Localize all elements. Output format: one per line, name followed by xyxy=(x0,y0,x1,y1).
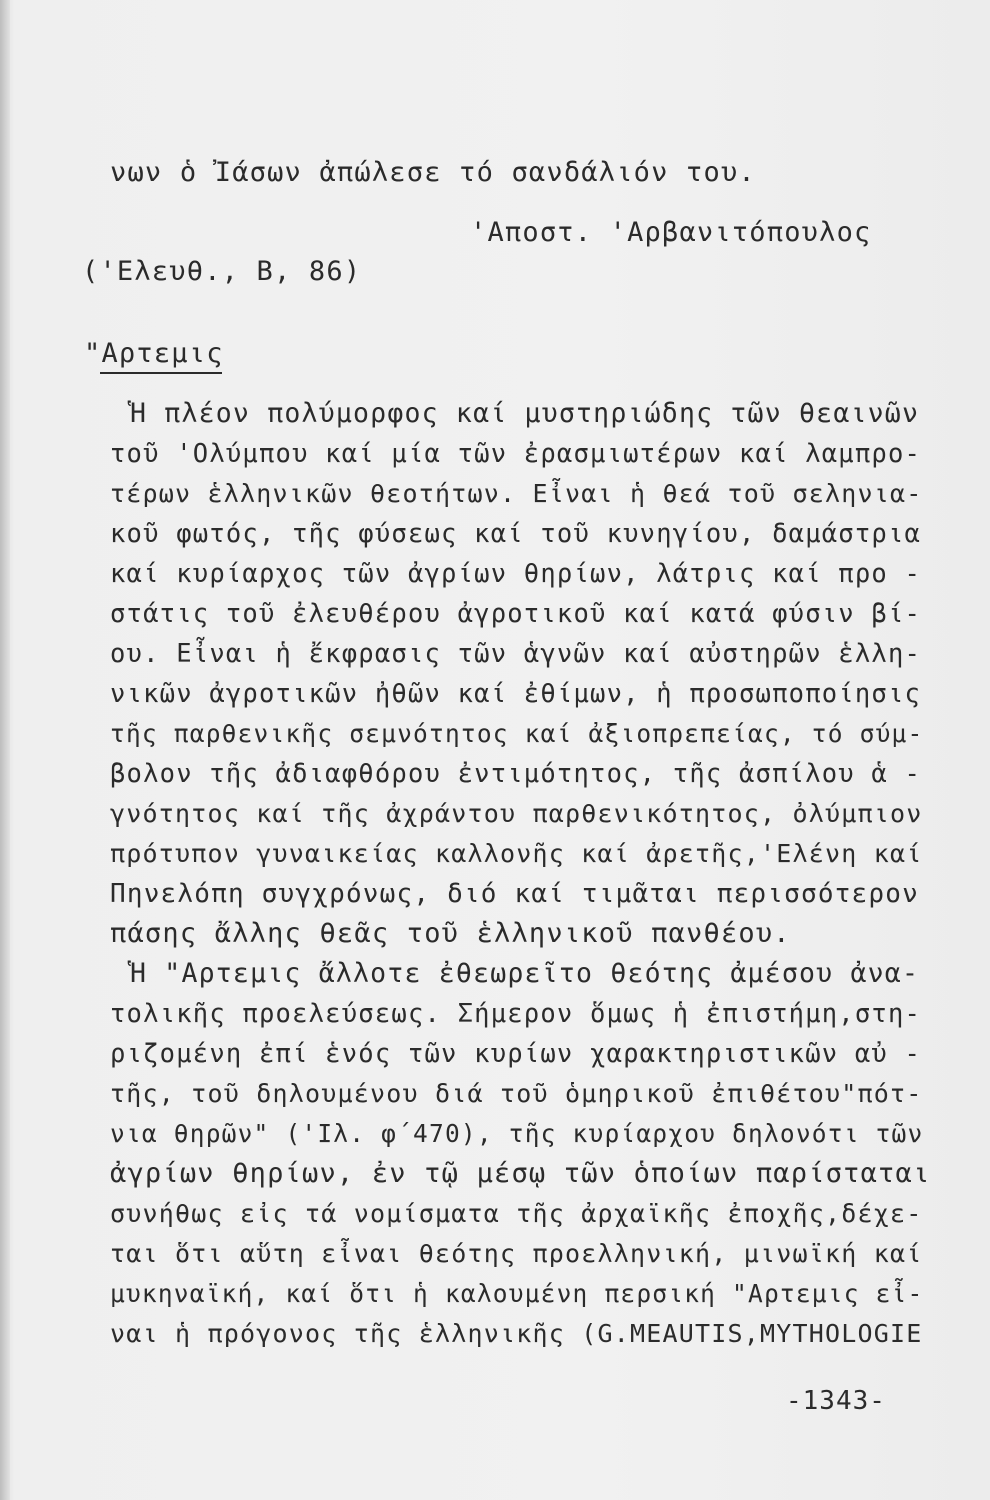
text-line: στάτις τοῦ ἐλευθέρου ἀγροτικοῦ καί κατά φύσιν βί- xyxy=(110,599,922,629)
text-line: ναι ἡ πρόγονος τῆς ἑλληνικῆς (G.MEAUTIS,MYTHOLOGIE xyxy=(110,1319,923,1348)
text-line: νια θηρῶν" ('Ιλ. φ΄470), τῆς κυρίαρχου δηλονότι τῶν xyxy=(110,1119,924,1148)
page-spine-shadow xyxy=(0,0,10,1500)
text-line: ται ὅτι αὕτη εἶναι θεότης προελληνική, μινωϊκή καί xyxy=(110,1239,923,1268)
text-line: βολον τῆς ἀδιαφθόρου ἐντιμότητος, τῆς ἀσπίλου ἁ - xyxy=(110,759,922,789)
text-line: νικῶν ἀγροτικῶν ἠθῶν καί ἐθίμων, ἡ προσωποποίησις xyxy=(110,679,922,709)
page-number: -1343- xyxy=(786,1386,886,1416)
text-line: Ἡ πλέον πολύμορφος καί μυστηριώδης τῶν θεαινῶν xyxy=(130,398,920,429)
text-line: Πηνελόπη συγχρόνως, διό καί τιμᾶται περισσότερον xyxy=(110,879,919,909)
text-line: κοῦ φωτός, τῆς φύσεως καί τοῦ κυνηγίου, δαμάστρια xyxy=(110,519,922,549)
author-attribution: 'Αποστ. 'Αρβανιτόπουλος xyxy=(470,217,872,248)
source-citation: ('Ελευθ., Β, 86) xyxy=(82,256,362,287)
text-line: τῆς παρθενικῆς σεμνότητος καί ἀξιοπρεπείας, τό σύμ- xyxy=(110,719,924,748)
section-heading: "Αρτεμις xyxy=(84,338,224,369)
text-line: τοῦ 'Ολύμπου καί μία τῶν ἐρασμιωτέρων καί λαμπρο- xyxy=(110,439,922,469)
heading-underline xyxy=(100,372,222,374)
text-line: τῆς, τοῦ δηλουμένου διά τοῦ ὁμηρικοῦ ἐπιθέτου"πότ- xyxy=(110,1079,923,1108)
text-line: πρότυπον γυναικείας καλλονῆς καί ἀρετῆς,'Ελένη καί xyxy=(110,839,923,868)
text-line: ἀγρίων θηρίων, ἐν τῷ μέσῳ τῶν ὁποίων παρίσταται xyxy=(110,1158,931,1189)
text-line: τολικῆς προελεύσεως. Σήμερον ὅμως ἡ ἐπιστήμη,στη- xyxy=(110,999,922,1029)
text-line: ου. Εἶναι ἡ ἔκφρασις τῶν ἁγνῶν καί αὐστηρῶν ἑλλη- xyxy=(110,639,922,669)
text-line: μυκηναϊκή, καί ὅτι ἡ καλουμένη περσική "Αρτεμις εἶ- xyxy=(110,1279,924,1308)
text-line: τέρων ἑλληνικῶν θεοτήτων. Εἶναι ἡ θεά τοῦ σεληνια- xyxy=(110,479,923,508)
text-line: νων ὁ Ἰάσων ἀπώλεσε τό σανδάλιόν του. xyxy=(110,157,756,188)
text-line: γνότητος καί τῆς ἀχράντου παρθενικότητος, ὀλύμπιον xyxy=(110,799,923,828)
text-line: πάσης ἄλλης θεᾶς τοῦ ἑλληνικοῦ πανθέου. xyxy=(110,918,791,949)
text-line: Ἡ "Αρτεμις ἄλλοτε ἐθεωρεῖτο θεότης ἀμέσου ἀνα- xyxy=(130,958,920,989)
text-line: ριζομένη ἐπί ἑνός τῶν κυρίων χαρακτηριστικῶν αὐ - xyxy=(110,1039,922,1069)
text-line: καί κυρίαρχος τῶν ἀγρίων θηρίων, λάτρις καί προ - xyxy=(110,559,922,589)
text-line: συνήθως εἰς τά νομίσματα τῆς ἀρχαϊκῆς ἐποχῆς,δέχε- xyxy=(110,1199,923,1228)
